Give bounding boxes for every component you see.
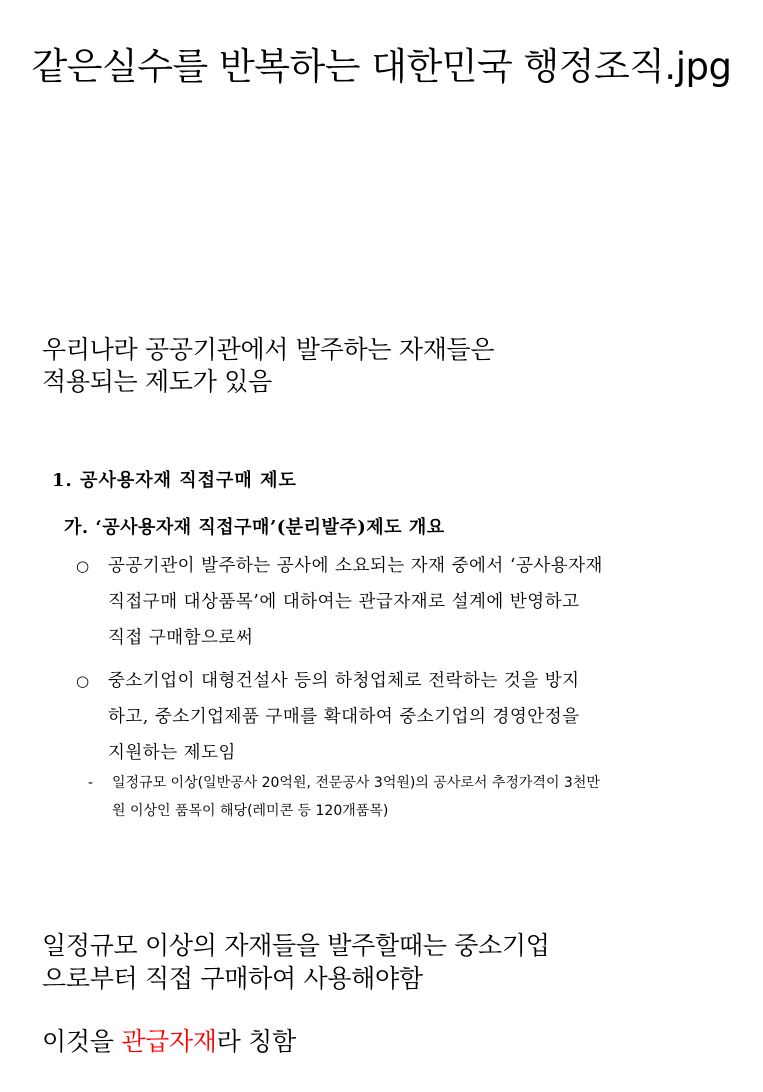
intro-text — [42, 334, 494, 398]
bullet-line: 중소기업이 대형건설사 등의 하청업체로 전락하는 것을 방지 — [108, 671, 580, 691]
bullet-line: 지원하는 제도임 — [108, 743, 236, 763]
final-statement — [42, 1024, 296, 1060]
bullet-line: 직접 구매함으로써 — [108, 628, 254, 648]
intro-line-2: 적용되는 제도가 있음 — [42, 367, 272, 396]
circle-bullet-icon: ○ — [76, 557, 90, 575]
bullet-line: 직접구매 대상품목’에 대하여는 관급자재로 설계에 반영하고 — [108, 592, 580, 612]
final-suffix: 라 칭함 — [216, 1027, 296, 1056]
bullet-line: 하고, 중소기업제품 구매를 확대하여 중소기업의 경영안정을 — [108, 707, 580, 727]
conclusion-text — [42, 929, 550, 995]
footnote-line: 일정규모 이상(일반공사 20억원, 전문공사 3억원)의 공사로서 추정가격이 3천만 — [112, 775, 600, 791]
conclusion-line-2: 으로부터 직접 구매하여 사용해야함 — [42, 964, 423, 993]
subsection-heading: 가. ‘공사용자재 직접구매’(분리발주)제도 개요 — [64, 517, 445, 538]
circle-bullet-icon: ○ — [76, 672, 90, 690]
footnote — [88, 769, 700, 825]
bullet-item — [76, 548, 700, 656]
highlighted-term: 관급자재 — [121, 1027, 217, 1056]
dash-bullet-icon: - — [88, 775, 94, 791]
final-prefix: 이것을 — [42, 1027, 122, 1056]
bullet-item — [76, 663, 700, 771]
bullet-line: 공공기관이 발주하는 공사에 소요되는 자재 중에서 ‘공사용자재 — [108, 556, 603, 576]
section-heading: 1. 공사용자재 직접구매 제도 — [52, 470, 297, 491]
intro-line-1: 우리나라 공공기관에서 발주하는 자재들은 — [42, 335, 495, 364]
page-title: 같은실수를 반복하는 대한민국 행정조직.jpg — [31, 45, 732, 88]
footnote-line: 원 이상인 품목이 해당(레미콘 등 120개품목) — [112, 803, 389, 819]
conclusion-line-1: 일정규모 이상의 자재들을 발주할때는 중소기업 — [42, 931, 550, 960]
